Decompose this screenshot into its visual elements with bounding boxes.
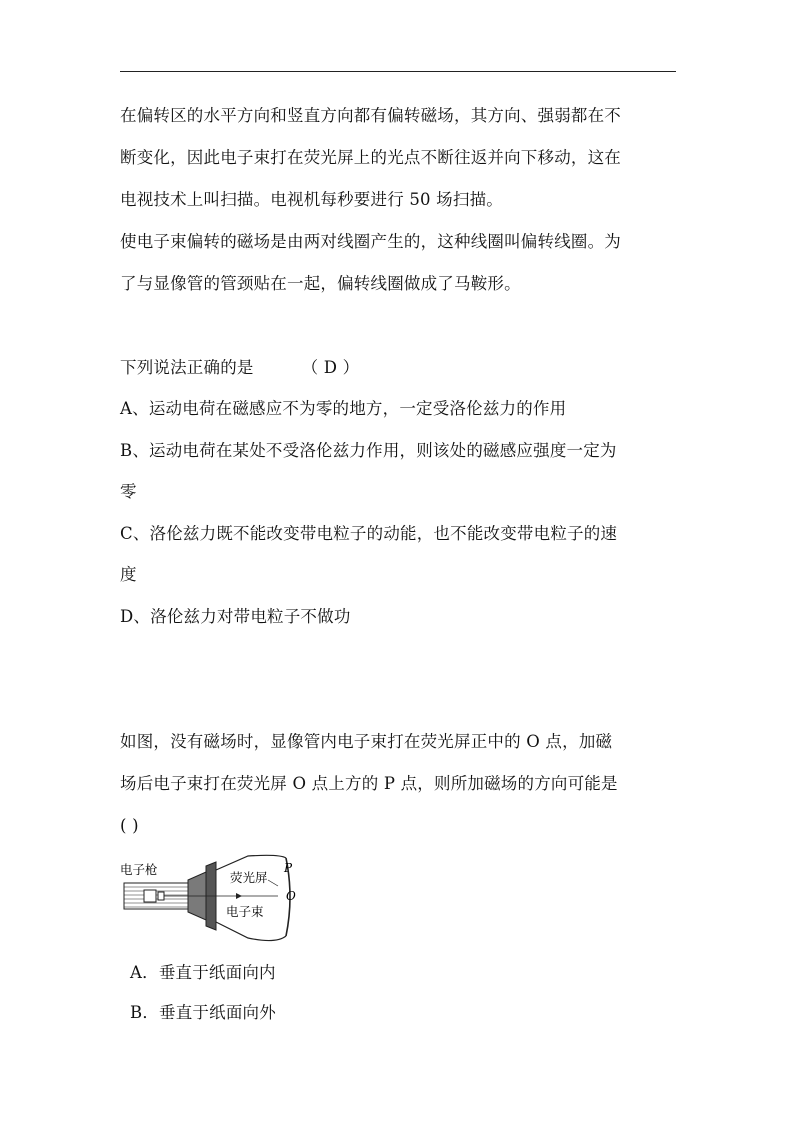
beam-arrow-icon: [236, 893, 242, 899]
passage-line: 在偏转区的水平方向和竖直方向都有偏转磁场，其方向、强弱都在不: [120, 106, 621, 125]
question-1-option-c-cont: 度: [120, 565, 137, 584]
question-1-stem-text: 下列说法正确的是: [120, 358, 254, 377]
question-1-answer: （ D ）: [301, 358, 360, 377]
label-p: P: [284, 861, 293, 875]
label-screen: 荧光屏: [230, 870, 268, 885]
header-rule: [120, 71, 676, 72]
question-2-stem-cont: 场后电子束打在荧光屏 O 点上方的 P 点，则所加磁场的方向可能是: [120, 774, 618, 793]
passage-line: 断变化，因此电子束打在荧光屏上的光点不断往返并向下移动，这在: [120, 148, 621, 167]
label-o: O: [286, 889, 296, 903]
crt-tube-diagram: [118, 852, 302, 944]
question-1-option-c: C、洛伦兹力既不能改变带电粒子的动能，也不能改变带电粒子的速: [120, 524, 618, 543]
label-electron-gun: 电子枪: [120, 862, 158, 877]
question-1-option-b-cont: 零: [120, 482, 137, 501]
question-1-option-a: A、运动电荷在磁感应不为零的地方，一定受洛伦兹力的作用: [120, 399, 567, 418]
question-1-stem: [120, 357, 359, 379]
question-1-option-d: D、洛伦兹力对带电粒子不做功: [120, 607, 351, 626]
question-2-blank: ( ): [120, 816, 139, 835]
question-2-stem: 如图，没有磁场时，显像管内电子束打在荧光屏正中的 O 点，加磁: [120, 732, 613, 751]
passage-line: 电视技术上叫扫描。电视机每秒要进行 50 场扫描。: [120, 190, 503, 209]
passage-line: 使电子束偏转的磁场是由两对线圈产生的，这种线圈叫偏转线圈。为: [120, 232, 621, 251]
tube-bell: [216, 855, 290, 940]
passage-line: 了与显像管的管颈贴在一起，偏转线圈做成了马鞍形。: [120, 274, 521, 293]
question-1-option-b: B、运动电荷在某处不受洛伦兹力作用，则该处的磁感应强度一定为: [120, 441, 617, 460]
question-2-option-b: B．垂直于纸面向外: [130, 1003, 276, 1022]
question-2-option-a: A．垂直于纸面向内: [130, 963, 276, 982]
label-electron-beam: 电子束: [226, 904, 264, 919]
